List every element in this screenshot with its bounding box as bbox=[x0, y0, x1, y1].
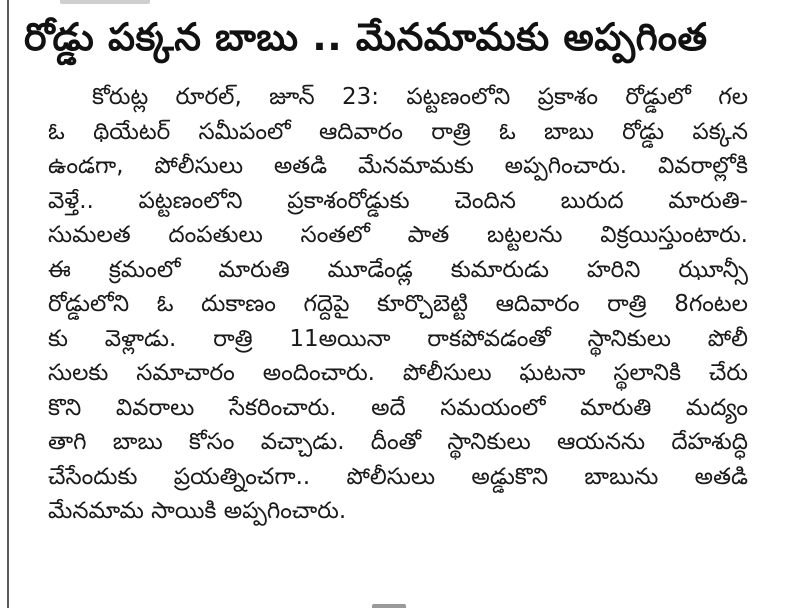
headline: రోడ్డు పక్కన బాబు .. మేనమామకు అప్పగింత bbox=[24, 15, 708, 59]
column-rule bbox=[7, 0, 9, 608]
article-line: తాగి బాబు కోసం వచ్చాడు. దీంతో స్థానికులు ఆయనను దేహశుద్ధి bbox=[48, 429, 748, 455]
article-line: ఉండగా, పోలీసులు అతడి మేనమామకు అప్పగించారు. వివరాల్లోకి bbox=[48, 153, 748, 179]
article-body bbox=[48, 80, 748, 529]
cropped-text-fragment bbox=[372, 604, 406, 608]
article-line: కు వెళ్లాడు. రాత్రి 11అయినా రాకపోవడంతో స్థానికులు పోలీ bbox=[48, 325, 748, 352]
article-line: సుమలత దంపతులు సంతలో పాత బట్టలను విక్రయిస్తుంటారు. bbox=[48, 222, 748, 248]
article-line: ఓ థియేటర్ సమీపంలో ఆదివారం రాత్రి ఓ బాబు రోడ్డు పక్కన bbox=[48, 118, 748, 145]
article-line: కొని వివరాలు సేకరించారు. అదే సమయంలో మారుతి మద్యం bbox=[48, 394, 748, 421]
article-line: ఈ క్రమంలో మారుతి మూడేండ్ల కుమారుడు హరిని ఝూన్సీ bbox=[48, 256, 748, 283]
article-line: సులకు సమాచారం అందించారు. పోలీసులు ఘటనా స్థలానికి చేరు bbox=[48, 360, 748, 386]
article-line: కోరుట్ల రూరల్, జూన్ 23: పట్టణంలోని ప్రకాశం రోడ్డులో గల bbox=[92, 84, 748, 110]
article-line: చేసేందుకు ప్రయత్నించగా.. పోలీసులు అడ్డుకొని బాబును అతడి bbox=[48, 463, 748, 490]
article-line: మేనమామ సాయికి అప్పగించారు. bbox=[48, 498, 347, 524]
article-line: వెళ్తే.. పట్టణంలోని ప్రకాశంరోడ్డుకు చెందిన బురుద మారుతి- bbox=[48, 187, 748, 214]
article-line: రోడ్డులోని ఓ దుకాణం గద్దెపై కూర్చొబెట్టి ఆదివారం రాత్రి 8గంటల bbox=[48, 291, 748, 317]
cropped-text-fragment bbox=[60, 0, 150, 4]
